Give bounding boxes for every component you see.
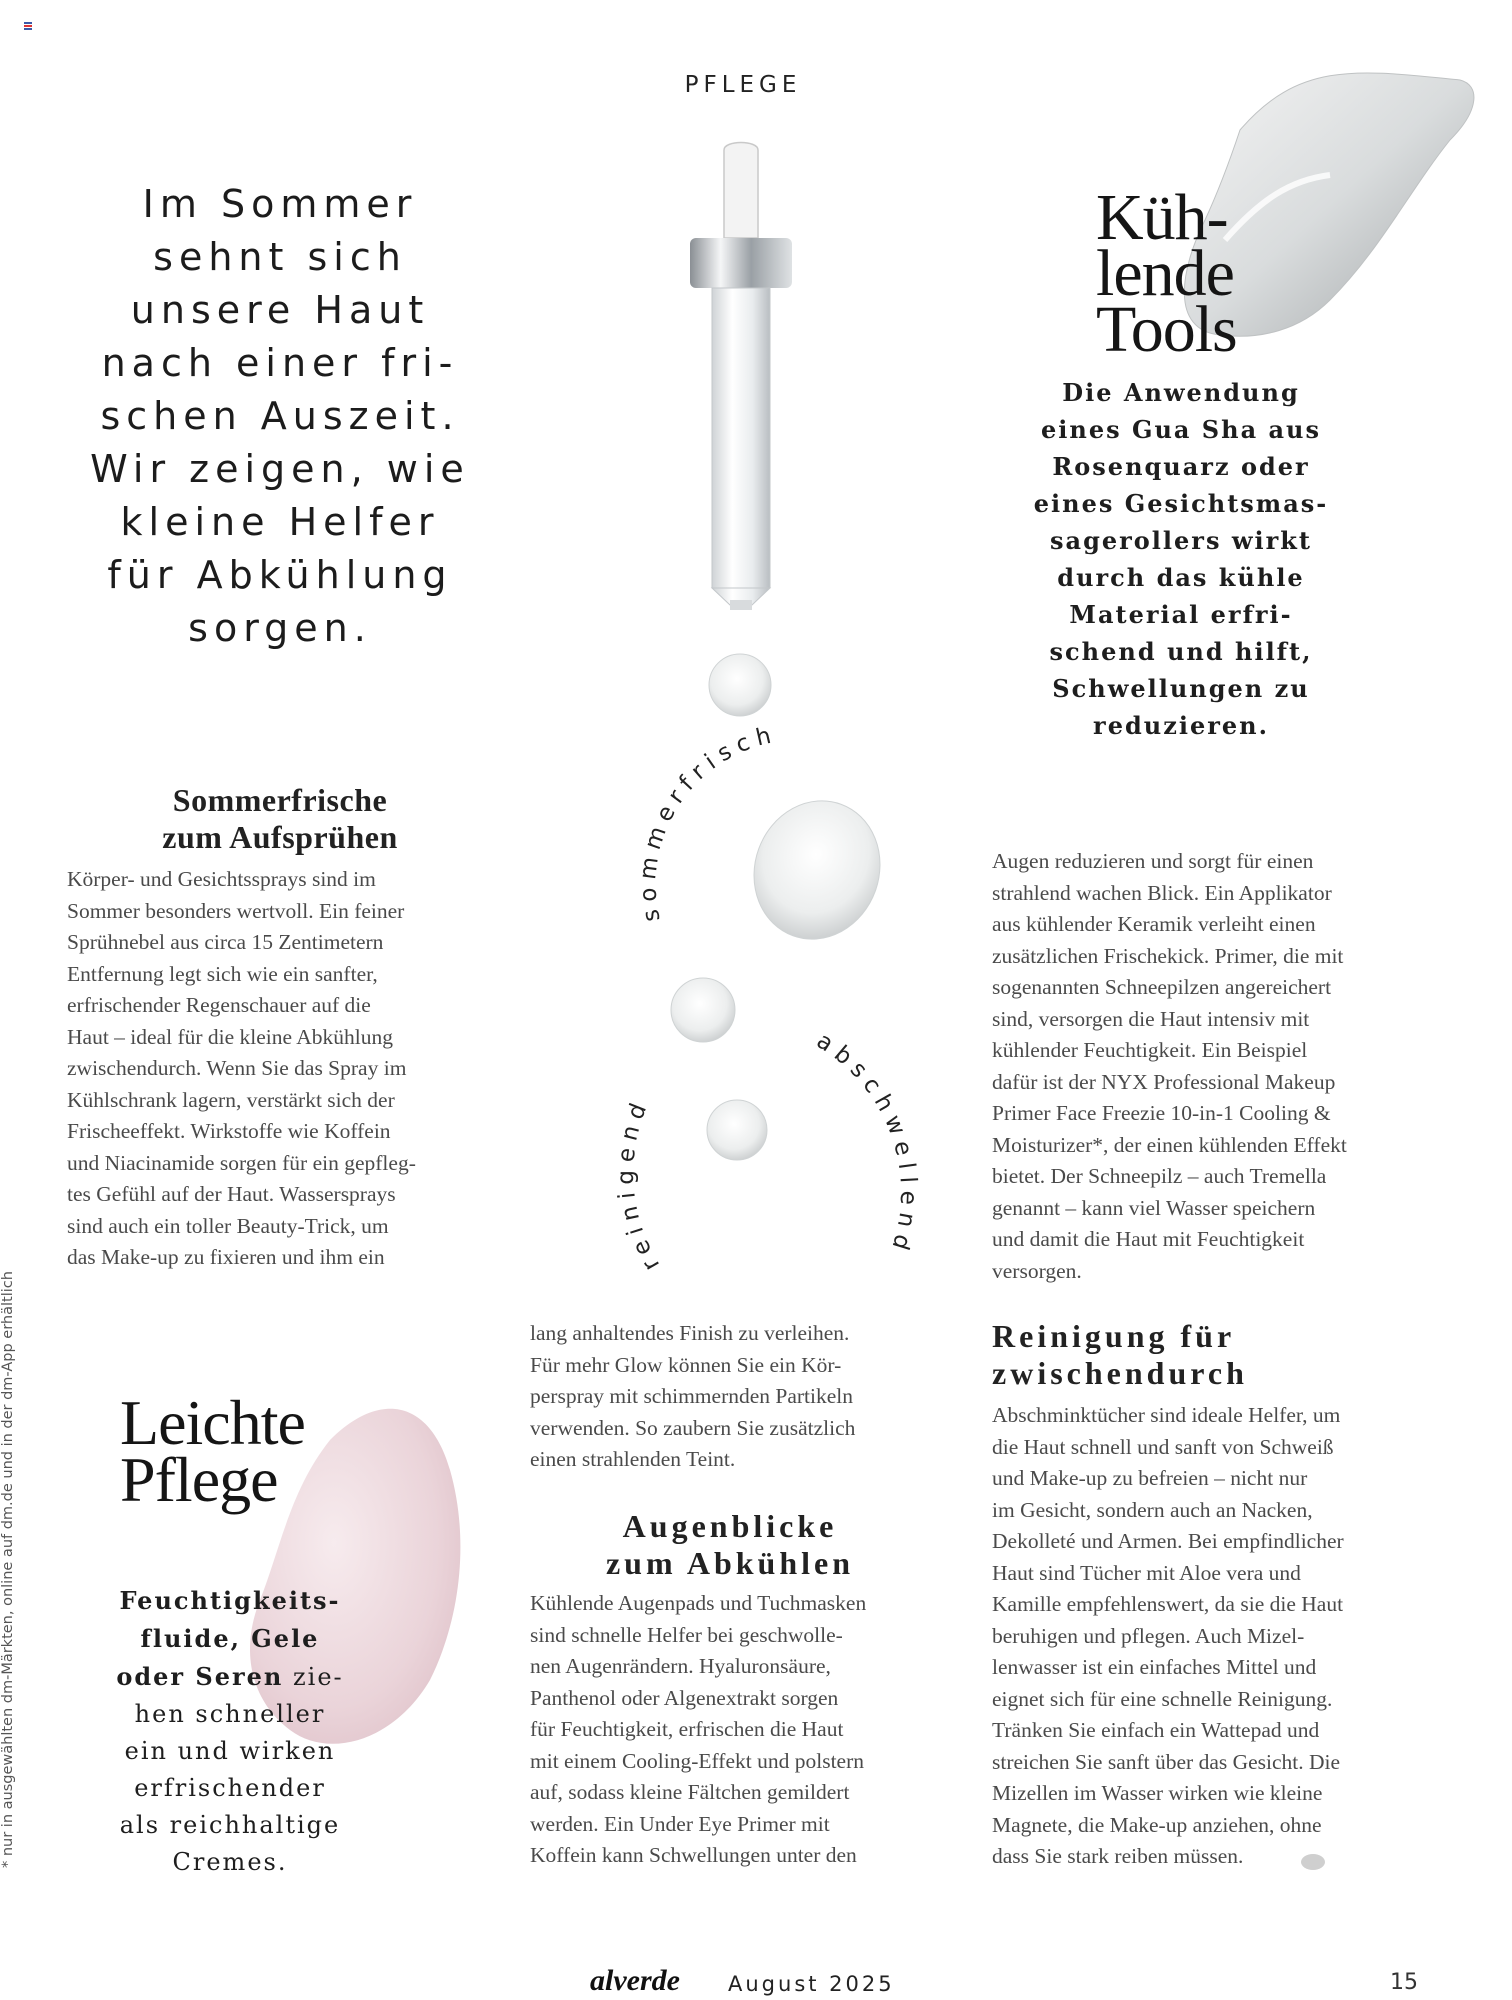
body-line: dass Sie stark reiben müssen. bbox=[992, 1844, 1244, 1868]
page-number: 15 bbox=[1390, 1970, 1418, 1995]
body-line: Frischeeffekt. Wirkstoffe wie Koffein bbox=[67, 1119, 391, 1143]
body-line: mit einem Cooling-Effekt und polstern bbox=[530, 1748, 864, 1773]
heading-line: zum Abkühlen bbox=[605, 1545, 855, 1581]
title-line: Tools bbox=[1096, 293, 1237, 366]
heading-line: Reinigung für bbox=[992, 1318, 1236, 1354]
teaser-line: reduzieren. bbox=[1093, 711, 1269, 740]
body-line: Mizellen im Wasser wirken wie kleine bbox=[992, 1781, 1323, 1805]
spray-heading bbox=[80, 782, 480, 856]
teaser-line: schend und hilft, bbox=[1049, 637, 1313, 666]
intro-line: unsere Haut bbox=[130, 288, 430, 332]
teaser-line: eines Gua Sha aus bbox=[1040, 415, 1322, 444]
gel-drop bbox=[671, 978, 735, 1042]
body-line: im Gesicht, sondern auch an Nacken, bbox=[992, 1497, 1313, 1522]
curved-word-sommerfrisch: sommerfrisch bbox=[635, 721, 781, 924]
body-line: Magnete, die Make-up anziehen, ohne bbox=[992, 1812, 1322, 1837]
body-line: auf, sodass kleine Fältchen gemildert bbox=[530, 1780, 850, 1804]
body-line: kühlender Feuchtigkeit. Ein Beispiel bbox=[992, 1038, 1308, 1062]
teaser-line: Feuchtigkeits- bbox=[119, 1586, 341, 1615]
gel-drop bbox=[735, 783, 899, 957]
body-line: Kühlende Augenpads und Tuchmasken bbox=[530, 1591, 867, 1615]
gel-drop bbox=[709, 654, 771, 716]
body-line: erfrischender Regenschauer auf die bbox=[67, 993, 371, 1017]
intro-line: schen Auszeit. bbox=[100, 394, 460, 438]
body-line: Für mehr Glow können Sie ein Kör- bbox=[530, 1352, 842, 1377]
section-label: PFLEGE bbox=[684, 72, 802, 98]
body-line: Haut sind Tücher mit Aloe vera und bbox=[992, 1560, 1301, 1585]
light-care-teaser bbox=[100, 1582, 360, 1881]
curved-word-abschwellend: abschwellend bbox=[811, 1027, 922, 1260]
title-line: Küh- bbox=[1096, 181, 1228, 254]
body-line: Sprühnebel aus circa 15 Zentimetern bbox=[67, 930, 384, 954]
intro-line: kleine Helfer bbox=[120, 500, 440, 544]
light-care-title bbox=[120, 1387, 305, 1515]
curved-word-reinigend: reinigend bbox=[613, 1093, 666, 1276]
body-line: genannt – kann viel Wasser speichern bbox=[992, 1195, 1316, 1220]
teaser-line: eines Gesichtsmas- bbox=[1033, 489, 1329, 518]
teaser-line: Material erfri- bbox=[1069, 600, 1293, 629]
body-line: sogenannten Schneepilzen angereichert bbox=[992, 975, 1332, 999]
body-line: einen strahlenden Teint. bbox=[530, 1447, 736, 1471]
footer-date: August 2025 bbox=[728, 1972, 895, 1996]
body-line: Entfernung legt sich wie ein sanfter, bbox=[67, 961, 378, 986]
body-line: bietet. Der Schneepilz – auch Tremella bbox=[992, 1164, 1327, 1188]
body-line: Dekolleté und Armen. Bei empfindlicher bbox=[992, 1529, 1344, 1553]
gel-drop bbox=[707, 1100, 767, 1160]
tools-teaser bbox=[1016, 374, 1346, 744]
intro-line: sehnt sich bbox=[153, 235, 407, 279]
teaser-line: Cremes. bbox=[172, 1848, 288, 1876]
body-line: zwischendurch. Wenn Sie das Spray im bbox=[67, 1056, 407, 1080]
body-line: verwenden. So zaubern Sie zusätzlich bbox=[530, 1415, 856, 1440]
body-line: Panthenol oder Algenextrakt sorgen bbox=[530, 1685, 839, 1710]
teaser-line: Die Anwendung bbox=[1062, 378, 1300, 407]
body-line: Augen reduzieren und sorgt für einen bbox=[992, 849, 1314, 873]
body-line: aus kühlender Keramik verleiht einen bbox=[992, 912, 1316, 936]
spray-body-continued bbox=[530, 1318, 950, 1476]
tools-title bbox=[1096, 181, 1237, 366]
body-line: eignet sich für eine schnelle Reinigung. bbox=[992, 1686, 1333, 1711]
body-line: Körper- und Gesichtssprays sind im bbox=[67, 867, 376, 891]
body-line: lenwasser ist ein einfaches Mittel und bbox=[992, 1655, 1317, 1679]
teaser-line: erfrischender bbox=[134, 1774, 326, 1802]
body-line: sind schnelle Helfer bei geschwolle- bbox=[530, 1622, 843, 1647]
heading-line: zwischendurch bbox=[992, 1355, 1248, 1391]
pipette-icon bbox=[690, 143, 792, 611]
footer-brand-logo: alverde bbox=[590, 1964, 680, 1997]
intro-line: Wir zeigen, wie bbox=[90, 447, 470, 491]
body-line: sind auch ein toller Beauty-Trick, um bbox=[67, 1213, 389, 1238]
teaser-line: hen schneller bbox=[134, 1700, 326, 1728]
spray-body bbox=[67, 864, 507, 1274]
body-line: Tränken Sie einfach ein Wattepad und bbox=[992, 1718, 1320, 1742]
body-line: sind, versorgen die Haut intensiv mit bbox=[992, 1006, 1310, 1031]
intro-line: sorgen. bbox=[188, 606, 372, 650]
teaser-line: sagerollers wirkt bbox=[1050, 526, 1312, 555]
body-line: die Haut schnell und sanft von Schweiß bbox=[992, 1434, 1334, 1459]
cleansing-heading bbox=[992, 1318, 1452, 1392]
body-line: Sommer besonders wertvoll. Ein feiner bbox=[67, 898, 405, 923]
body-line: für Feuchtigkeit, erfrischen die Haut bbox=[530, 1717, 844, 1741]
body-line: Primer Face Freezie 10-in-1 Cooling & bbox=[992, 1101, 1331, 1125]
body-line: versorgen. bbox=[992, 1258, 1082, 1283]
body-line: beruhigen und pflegen. Auch Mizel- bbox=[992, 1623, 1305, 1648]
body-line: Abschminktücher sind ideale Helfer, um bbox=[992, 1403, 1341, 1427]
teaser-line: ein und wirken bbox=[124, 1737, 336, 1765]
body-line: Haut – ideal für die kleine Abkühlung bbox=[67, 1024, 394, 1049]
body-line: werden. Ein Under Eye Primer mit bbox=[530, 1811, 830, 1836]
intro-line: für Abkühlung bbox=[107, 553, 453, 597]
title-line: lende bbox=[1096, 237, 1234, 310]
teaser-line: fluide, Gele bbox=[140, 1624, 320, 1653]
intro-line: nach einer fri- bbox=[101, 341, 459, 385]
cleansing-body bbox=[992, 1400, 1452, 1873]
body-line: und Niacinamide sorgen für ein gepfleg- bbox=[67, 1150, 416, 1175]
body-line: Kamille empfehlenswert, da sie die Haut bbox=[992, 1592, 1344, 1616]
body-line: nen Augenrändern. Hyaluronsäure, bbox=[530, 1654, 831, 1678]
body-line: und damit die Haut mit Feuchtigkeit bbox=[992, 1227, 1305, 1251]
body-line: das Make-up zu fixieren und ihm ein bbox=[67, 1245, 385, 1269]
body-line: Kühlschrank lagern, verstärkt sich der bbox=[67, 1087, 395, 1112]
eyes-body-continued bbox=[992, 846, 1452, 1287]
body-line: zusätzlichen Frischekick. Primer, die mit bbox=[992, 943, 1344, 968]
teaser-line: als reichhaltige bbox=[119, 1811, 341, 1839]
body-line: und Make-up zu befreien – nicht nur bbox=[992, 1466, 1308, 1490]
heading-line: Sommerfrische bbox=[172, 782, 388, 818]
body-line: Koffein kann Schwellungen unter den bbox=[530, 1843, 857, 1867]
body-line: dafür ist der NYX Professional Makeup bbox=[992, 1069, 1336, 1094]
footnote-sideline: * nur in ausgewählten dm-Märkten, online auf dm.de und in der dm-App erhältlich bbox=[0, 1271, 16, 1868]
eyes-heading bbox=[540, 1508, 920, 1582]
teaser-line: durch das kühle bbox=[1057, 563, 1305, 592]
teaser-line: Rosenquarz oder bbox=[1052, 452, 1310, 481]
title-line: Pflege bbox=[120, 1444, 278, 1515]
teaser-line: oder Seren zie- bbox=[116, 1662, 344, 1691]
body-line: tes Gefühl auf der Haut. Wassersprays bbox=[67, 1182, 396, 1206]
title-line: Leichte bbox=[120, 1387, 305, 1458]
body-line: lang anhaltendes Finish zu verleihen. bbox=[530, 1321, 850, 1345]
body-line: streichen Sie sanft über das Gesicht. Die bbox=[992, 1749, 1341, 1774]
heading-line: Augenblicke bbox=[622, 1508, 838, 1544]
heading-line: zum Aufsprühen bbox=[162, 819, 398, 855]
body-line: Moisturizer*, der einen kühlenden Effekt bbox=[992, 1132, 1347, 1157]
body-line: strahlend wachen Blick. Ein Applikator bbox=[992, 880, 1332, 905]
teaser-line: Schwellungen zu bbox=[1052, 674, 1310, 703]
body-line: perspray mit schimmernden Partikeln bbox=[530, 1384, 854, 1408]
eyes-body bbox=[530, 1588, 950, 1872]
intro-line: Im Sommer bbox=[142, 182, 418, 226]
